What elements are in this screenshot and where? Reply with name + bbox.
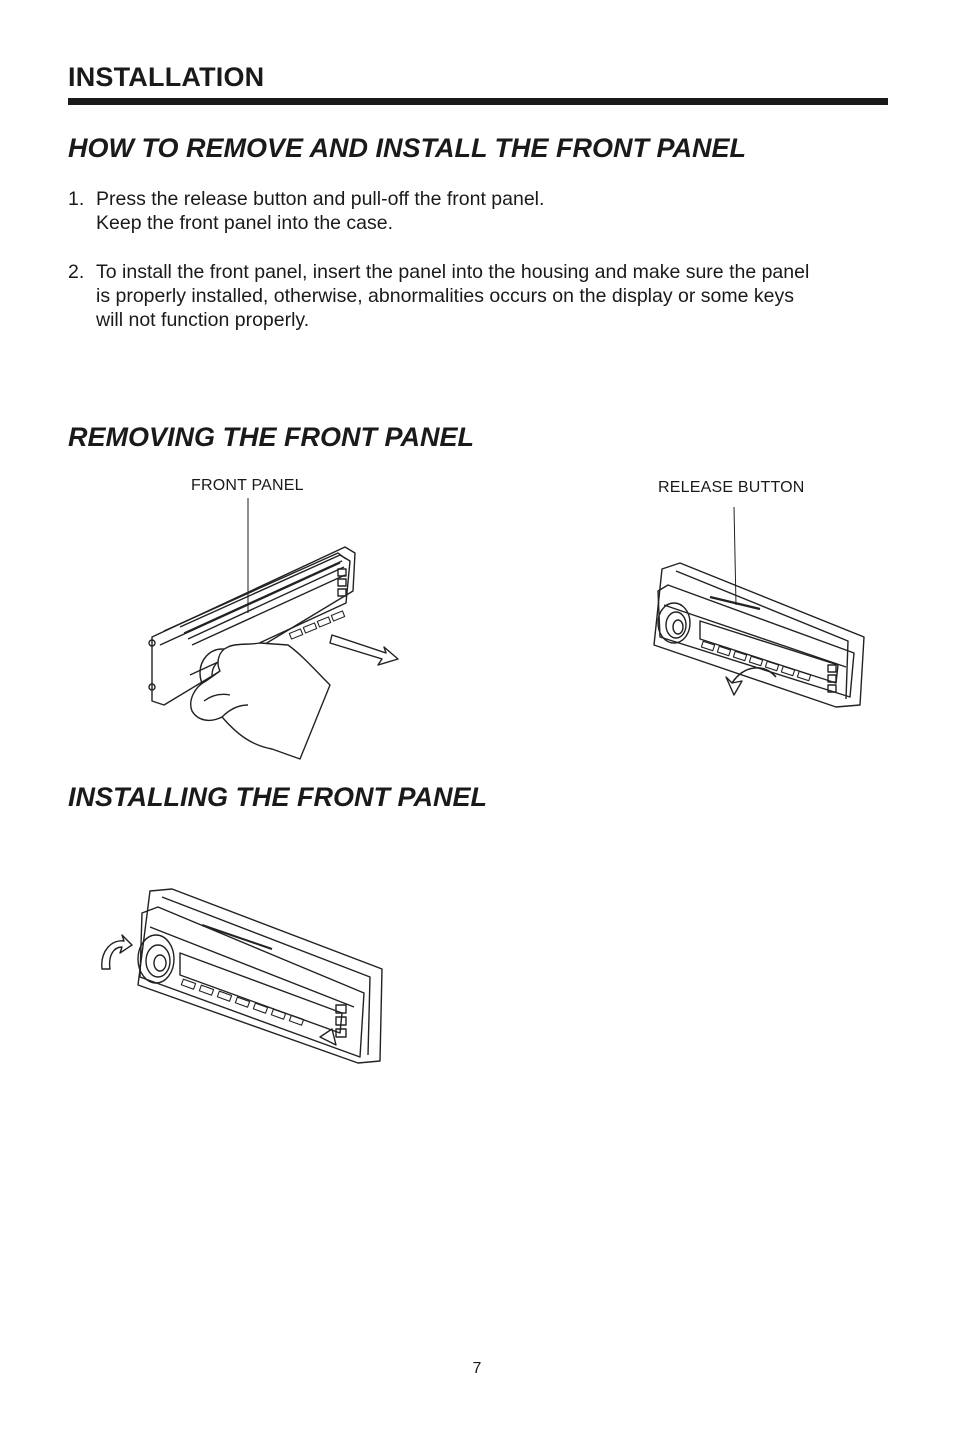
heading-removing: REMOVING THE FRONT PANEL [68,422,475,452]
heading-how-to: HOW TO REMOVE AND INSTALL THE FRONT PANEL [68,133,746,163]
section-title: INSTALLATION [68,62,265,92]
callout-release-button: RELEASE BUTTON [658,479,805,496]
header-rule [68,98,888,105]
heading-installing: INSTALLING THE FRONT PANEL [68,782,487,812]
step-1-line: Keep the front panel into the case. [96,212,394,234]
page-number: 7 [472,1360,482,1377]
step-2-number: 2. [68,261,85,283]
step-2 [68,260,898,332]
callout-front-panel: FRONT PANEL [191,477,304,494]
step-2-line: To install the front panel, insert the panel into the housing and make sure the panel [96,261,810,283]
step-1 [68,187,898,235]
step-2-line: will not function properly. [96,309,310,331]
step-1-line: Press the release button and pull-off the front panel. [96,188,545,210]
step-1-number: 1. [68,188,85,210]
figure-release-button [640,505,880,715]
figure-removing-panel [140,495,420,765]
figure-installing-panel [92,885,392,1070]
step-2-line: is properly installed, otherwise, abnormalities occurs on the display or some keys [96,285,794,307]
